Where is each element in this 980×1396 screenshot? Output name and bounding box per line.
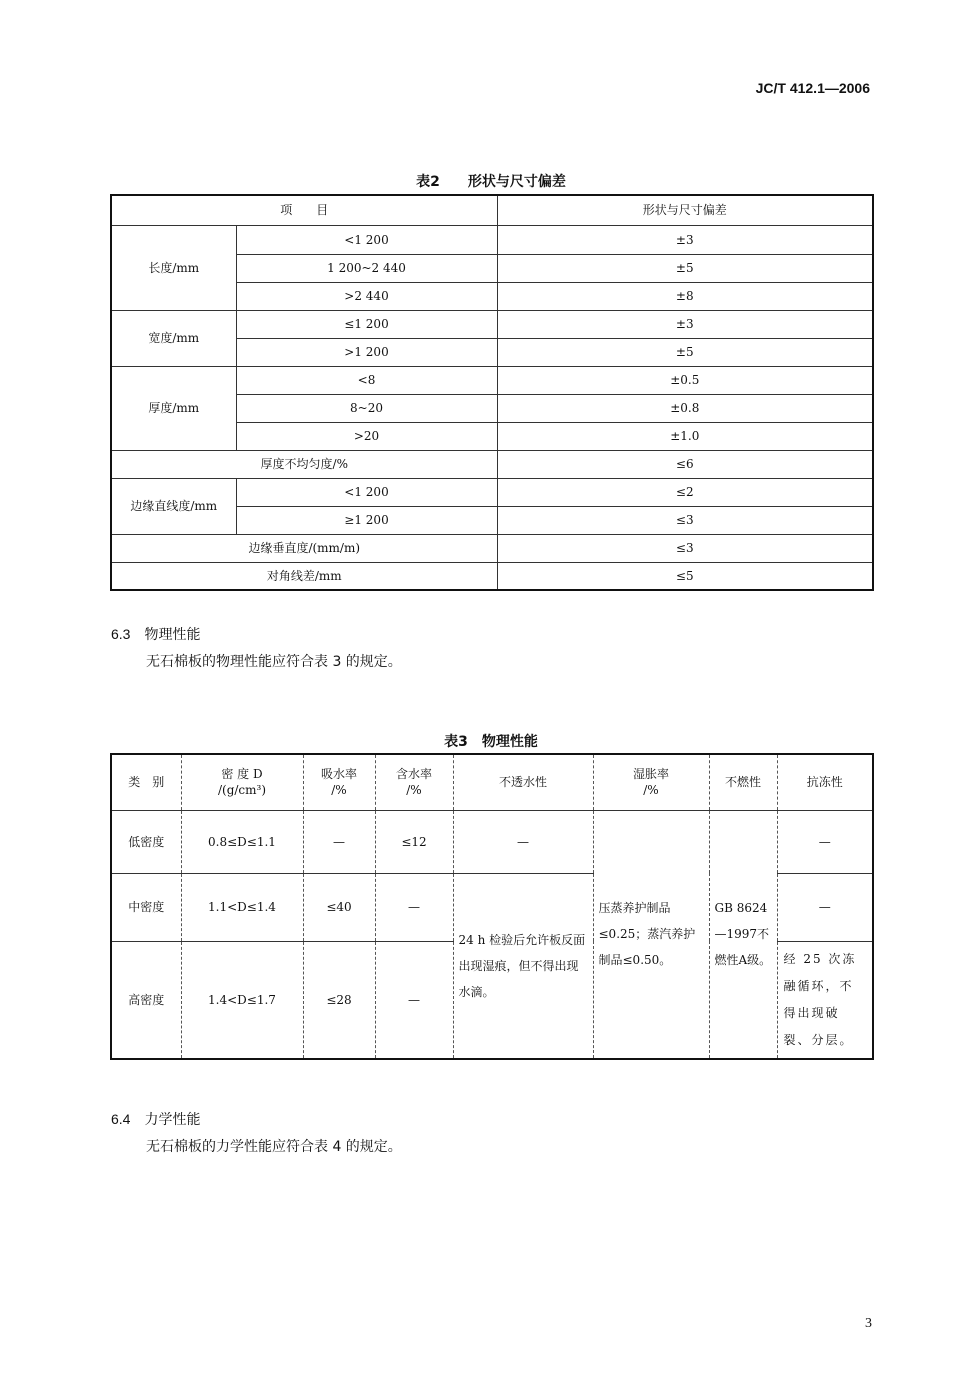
table-row (111, 366, 873, 394)
section-title: 力学性能 (144, 1112, 201, 1128)
header-item: 项 目 (111, 195, 497, 225)
absorption-cell: ≤28 (303, 941, 375, 1059)
value-cell: ≤3 (497, 506, 873, 534)
standard-code: JC/T 412.1—2006 (755, 80, 870, 96)
section-6-3-heading (111, 624, 200, 644)
header-wet-expansion-line1: 湿胀率 (632, 767, 669, 782)
header-deviation: 形状与尺寸偏差 (497, 195, 873, 225)
category-cell: 中密度 (111, 873, 181, 941)
header-wet-expansion (593, 754, 709, 810)
condition-cell: >1 200 (236, 338, 497, 366)
section-title: 物理性能 (144, 627, 201, 643)
header-frost-resistance: 抗冻性 (777, 754, 873, 810)
table-row (111, 225, 873, 254)
physical-properties-table (110, 753, 874, 1060)
shape-dimension-deviation-table (110, 194, 874, 591)
wet-expansion-merged-cell: 压蒸养护制品≤0.25；蒸汽养护制品≤0.50。 (593, 810, 709, 1059)
header-moisture-line2: /% (406, 783, 422, 798)
row-label: 厚度不均匀度/% (111, 450, 497, 478)
header-density-line1: 密 度 D (221, 767, 263, 782)
section-number: 6.4 (111, 1111, 131, 1127)
density-cell: 1.1<D≤1.4 (181, 873, 303, 941)
table-row (111, 478, 873, 506)
header-absorption-line2: /% (331, 783, 347, 798)
value-cell: ±0.8 (497, 394, 873, 422)
moisture-cell: ≤12 (375, 810, 453, 873)
frost-merged-cell: 经 25 次冻融循环，不得出现破裂、分层。 (777, 941, 873, 1059)
frost-cell: — (777, 810, 873, 873)
header-impermeability: 不透水性 (453, 754, 593, 810)
table-row (111, 810, 873, 873)
impermeability-merged-cell: 24 h 检验后允许板反面出现湿痕，但不得出现水滴。 (453, 873, 593, 1059)
header-category: 类 别 (111, 754, 181, 810)
header-wet-expansion-line2: /% (643, 783, 659, 798)
table-row (111, 534, 873, 562)
value-cell: ≤3 (497, 534, 873, 562)
section-number: 6.3 (111, 626, 131, 642)
moisture-cell: — (375, 873, 453, 941)
value-cell: ±5 (497, 254, 873, 282)
condition-cell: >20 (236, 422, 497, 450)
impermeability-cell: — (453, 810, 593, 873)
density-cell: 0.8≤D≤1.1 (181, 810, 303, 873)
table3-caption: 表3 物理性能 (444, 734, 538, 750)
header-density-line2: /(g/cm³) (217, 783, 267, 798)
condition-cell: <1 200 (236, 225, 497, 254)
row-label: 长度/mm (111, 225, 236, 310)
table-header-row (111, 195, 873, 225)
header-incombustibility: 不燃性 (709, 754, 777, 810)
value-cell: ≤5 (497, 562, 873, 590)
row-label: 边缘垂直度/(mm/m) (111, 534, 497, 562)
category-cell: 低密度 (111, 810, 181, 873)
condition-cell: <8 (236, 366, 497, 394)
condition-cell: <1 200 (236, 478, 497, 506)
header-moisture (375, 754, 453, 810)
condition-cell: 1 200~2 440 (236, 254, 497, 282)
header-absorption (303, 754, 375, 810)
table-header-row (111, 754, 873, 810)
incombustibility-merged-cell: GB 8624—1997不燃性A级。 (709, 810, 777, 1059)
value-cell: ±0.5 (497, 366, 873, 394)
page-number: 3 (865, 1316, 872, 1331)
header-absorption-line1: 吸水率 (320, 767, 357, 782)
header-density (181, 754, 303, 810)
row-label: 对角线差/mm (111, 562, 497, 590)
section-6-4-heading (111, 1109, 200, 1129)
condition-cell: 8~20 (236, 394, 497, 422)
value-cell: ±1.0 (497, 422, 873, 450)
row-label: 宽度/mm (111, 310, 236, 366)
value-cell: ≤6 (497, 450, 873, 478)
density-cell: 1.4<D≤1.7 (181, 941, 303, 1059)
table-row (111, 450, 873, 478)
row-label: 厚度/mm (111, 366, 236, 450)
condition-cell: ≥1 200 (236, 506, 497, 534)
condition-cell: ≤1 200 (236, 310, 497, 338)
category-cell: 高密度 (111, 941, 181, 1059)
table-row (111, 310, 873, 338)
section-6-4-text: 无石棉板的力学性能应符合表 4 的规定。 (146, 1139, 402, 1155)
absorption-cell: ≤40 (303, 873, 375, 941)
condition-cell: >2 440 (236, 282, 497, 310)
value-cell: ≤2 (497, 478, 873, 506)
absorption-cell: — (303, 810, 375, 873)
value-cell: ±3 (497, 310, 873, 338)
table2-caption: 表2 形状与尺寸偏差 (416, 174, 566, 190)
section-6-3-text: 无石棉板的物理性能应符合表 3 的规定。 (146, 654, 402, 670)
row-label: 边缘直线度/mm (111, 478, 236, 534)
value-cell: ±5 (497, 338, 873, 366)
header-moisture-line1: 含水率 (395, 767, 432, 782)
value-cell: ±8 (497, 282, 873, 310)
value-cell: ±3 (497, 225, 873, 254)
moisture-cell: — (375, 941, 453, 1059)
frost-cell: — (777, 873, 873, 941)
table-row (111, 562, 873, 590)
